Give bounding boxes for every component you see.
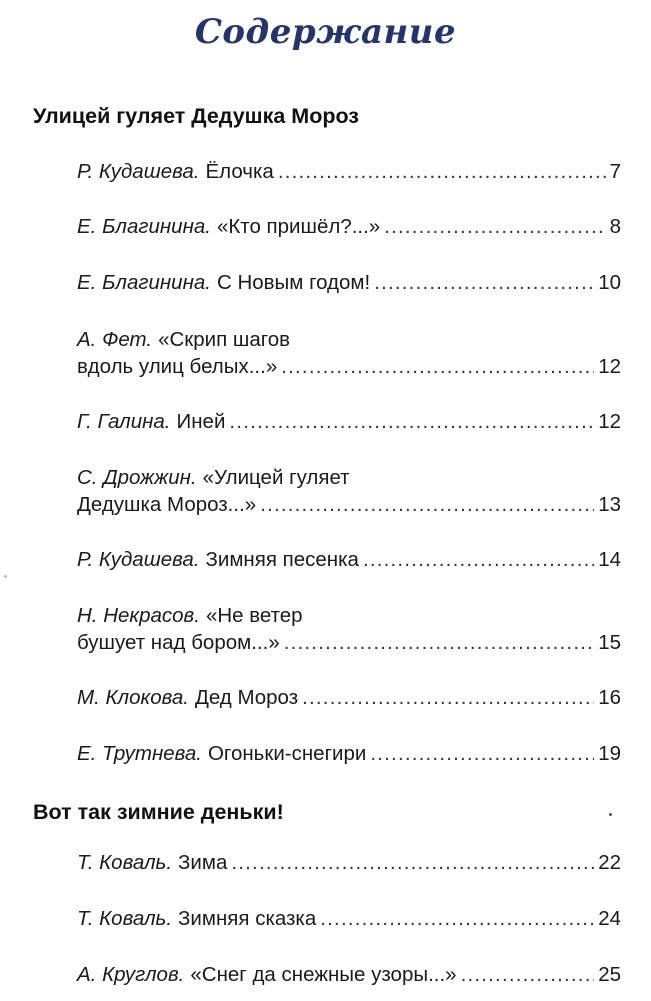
toc-entry-line: [77, 602, 621, 629]
toc-entry[interactable]: [77, 905, 621, 932]
entry-author: Р. Кудашева.: [77, 548, 200, 571]
toc-entry-line: [77, 849, 621, 876]
toc-entry-line: [77, 353, 621, 380]
entry-title: Зимняя сказка: [178, 907, 317, 930]
entry-title: Зимняя песенка: [205, 548, 359, 571]
section-title: Вот так зимние деньки!: [33, 800, 284, 824]
entry-author: Г. Галина.: [77, 410, 171, 433]
toc-entry[interactable]: [77, 961, 621, 988]
entry-author: Р. Кудашева.: [77, 160, 200, 183]
toc-entry[interactable]: [77, 602, 621, 656]
entry-page-number: 12: [598, 410, 621, 433]
entry-page-number: 8: [609, 215, 621, 238]
entry-title: Иней: [176, 410, 226, 433]
entry-page-number: 25: [598, 963, 621, 986]
dot-leader: [231, 849, 594, 876]
dot-leader: [284, 629, 594, 656]
toc-entry-line: [77, 213, 621, 240]
entry-title: Дедушка Мороз...»: [77, 493, 257, 516]
entry-title: «Не ветер: [205, 604, 303, 627]
toc-entry[interactable]: [77, 408, 621, 435]
entry-author: С. Дрожжин.: [77, 466, 197, 489]
entry-page-number: 7: [609, 160, 621, 183]
entry-title: С Новым годом!: [216, 271, 371, 294]
entry-author: М. Клокова.: [77, 686, 189, 709]
toc-entry-line: [77, 740, 621, 767]
entry-page-number: 15: [598, 631, 621, 654]
toc-entry-line: [77, 326, 621, 353]
entry-page-number: 22: [598, 851, 621, 874]
dot-leader: [374, 269, 594, 296]
toc-entry[interactable]: [77, 684, 621, 711]
page-title: Содержание: [194, 12, 457, 52]
toc-entry[interactable]: [77, 269, 621, 296]
toc-entry-line: [77, 961, 621, 988]
entry-page-number: 24: [598, 907, 621, 930]
toc-entry[interactable]: [77, 849, 621, 876]
speck-mark: [4, 575, 7, 578]
entry-title: Дед Мороз: [194, 686, 299, 709]
toc-entry-line: [77, 546, 621, 573]
toc-entry-line: [77, 491, 621, 518]
toc-entry[interactable]: [77, 158, 621, 185]
entry-title: Зима: [178, 851, 228, 874]
entry-title: «Кто пришёл?...»: [216, 215, 381, 238]
entry-page-number: 19: [598, 742, 621, 765]
entry-author: Т. Коваль.: [77, 851, 173, 874]
entry-author: Е. Благинина.: [77, 271, 211, 294]
dot-leader: [363, 546, 594, 573]
speck-mark: [609, 813, 612, 816]
toc-entry[interactable]: [77, 326, 621, 380]
entry-page-number: 16: [598, 686, 621, 709]
toc-entry[interactable]: [77, 546, 621, 573]
dot-leader: [260, 491, 594, 518]
dot-leader: [229, 408, 594, 435]
entry-author: А. Круглов.: [77, 963, 185, 986]
entry-title: «Улицей гуляет: [202, 466, 350, 489]
toc-entry[interactable]: [77, 464, 621, 518]
toc-entry-line: [77, 408, 621, 435]
entry-author: Т. Коваль.: [77, 907, 173, 930]
toc-entry[interactable]: [77, 740, 621, 767]
dot-leader: [281, 353, 594, 380]
toc-entry-line: [77, 464, 621, 491]
entry-page-number: 14: [598, 548, 621, 571]
dot-leader: [320, 905, 594, 932]
entry-author: Е. Трутнева.: [77, 742, 202, 765]
dot-leader: [384, 213, 605, 240]
dot-leader: [461, 961, 595, 988]
entry-page-number: 12: [598, 355, 621, 378]
toc-entry-line: [77, 684, 621, 711]
entry-title: Огоньки-снегири: [207, 742, 367, 765]
entry-page-number: 10: [598, 271, 621, 294]
entry-author: Н. Некрасов.: [77, 604, 200, 627]
entry-title: вдоль улиц белых...»: [77, 355, 278, 378]
dot-leader: [302, 684, 594, 711]
entry-title: бушует над бором...»: [77, 631, 280, 654]
toc-entry-line: [77, 158, 621, 185]
section-title: Улицей гуляет Дедушка Мороз: [33, 104, 359, 128]
toc-entry[interactable]: [77, 213, 621, 240]
toc-entry-line: [77, 269, 621, 296]
entry-page-number: 13: [598, 493, 621, 516]
dot-leader: [370, 740, 594, 767]
entry-title: «Скрип шагов: [158, 328, 291, 351]
entry-author: Е. Благинина.: [77, 215, 211, 238]
toc-entry-line: [77, 629, 621, 656]
dot-leader: [278, 158, 606, 185]
toc-entry-line: [77, 905, 621, 932]
entry-title: Ёлочка: [205, 160, 274, 183]
entry-author: А. Фет.: [77, 328, 153, 351]
entry-title: «Снег да снежные узоры...»: [190, 963, 457, 986]
